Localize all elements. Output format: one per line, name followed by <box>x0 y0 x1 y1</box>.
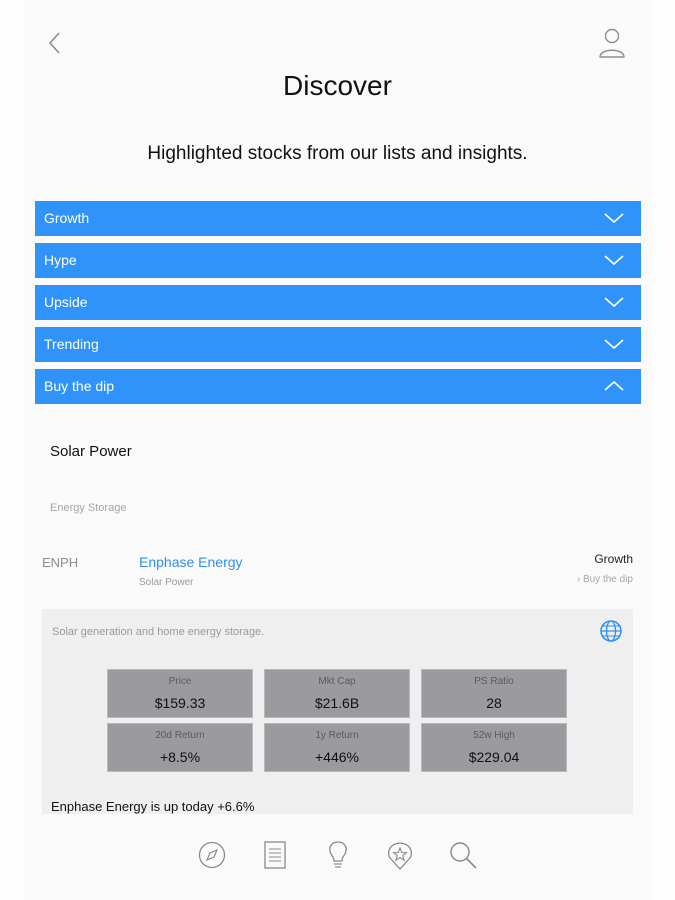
profile-button[interactable] <box>596 26 628 60</box>
category-title: Solar Power <box>50 443 132 460</box>
accordion-growth[interactable] <box>35 201 641 236</box>
accordion-label: Growth <box>44 210 90 226</box>
stock-lists-accordion <box>35 201 641 411</box>
stat-label: Mkt Cap <box>318 676 356 687</box>
stock-ticker: ENPH <box>42 555 79 570</box>
stock-description: Solar generation and home energy storage. <box>52 626 265 638</box>
chevron-down-icon <box>603 253 625 267</box>
accordion-label: Buy the dip <box>44 378 115 394</box>
chevron-down-icon <box>603 337 625 351</box>
page-subtitle: Highlighted stocks from our lists and insights. <box>147 143 528 164</box>
daily-change-summary: Enphase Energy is up today +6.6% <box>51 799 255 814</box>
stat-label: Price <box>168 676 192 687</box>
back-button[interactable] <box>42 28 70 58</box>
stat-label: PS Ratio <box>474 676 514 687</box>
person-icon <box>596 26 628 60</box>
star-badge-icon <box>383 838 417 872</box>
stat-label: 20d Return <box>155 730 205 741</box>
tab-discover[interactable] <box>195 838 229 872</box>
stat-label: 1y Return <box>315 730 359 741</box>
lightbulb-icon <box>321 838 355 872</box>
stat-label: 52w High <box>473 730 515 741</box>
stock-category: Solar Power <box>139 577 194 588</box>
chevron-down-icon <box>603 295 625 309</box>
chevron-left-icon <box>42 28 70 58</box>
page-title: Discover <box>283 70 392 101</box>
tab-news[interactable] <box>258 838 292 872</box>
tab-watchlist[interactable] <box>383 838 417 872</box>
stock-tag: Growth <box>594 552 633 566</box>
stat-value: +8.5% <box>159 749 201 765</box>
stat-value: +446% <box>315 749 359 765</box>
stat-market-cap <box>264 669 410 718</box>
stat-52w-high <box>421 723 567 772</box>
accordion-label: Hype <box>44 252 77 268</box>
subcategory-link[interactable]: Energy Storage <box>50 502 127 514</box>
search-icon <box>446 838 480 872</box>
stock-list-tag: › Buy the dip <box>576 574 633 585</box>
chevron-down-icon <box>603 211 625 225</box>
accordion-hype[interactable] <box>35 243 641 278</box>
top-bar <box>0 0 675 80</box>
stock-row-enph[interactable] <box>35 548 641 598</box>
tab-search[interactable] <box>446 838 480 872</box>
stat-ps-ratio <box>421 669 567 718</box>
tab-insights[interactable] <box>321 838 355 872</box>
stat-price <box>107 669 253 718</box>
stat-1y-return <box>264 723 410 772</box>
stock-detail-card <box>42 609 633 814</box>
globe-icon <box>599 619 623 643</box>
stat-value: $229.04 <box>468 749 520 765</box>
accordion-upside[interactable] <box>35 285 641 320</box>
document-icon <box>258 838 292 872</box>
stat-value: 28 <box>486 695 502 711</box>
accordion-label: Trending <box>44 336 99 352</box>
accordion-label: Upside <box>44 294 88 310</box>
accordion-buy-the-dip[interactable] <box>35 369 641 404</box>
stock-name-link[interactable]: Enphase Energy <box>139 554 243 570</box>
chevron-up-icon <box>603 379 625 393</box>
website-button[interactable] <box>599 619 623 643</box>
stat-20d-return <box>107 723 253 772</box>
stat-value: $21.6B <box>314 695 360 711</box>
stat-value: $159.33 <box>154 695 206 711</box>
bottom-tab-bar <box>0 830 675 880</box>
compass-icon <box>195 838 229 872</box>
accordion-trending[interactable] <box>35 327 641 362</box>
